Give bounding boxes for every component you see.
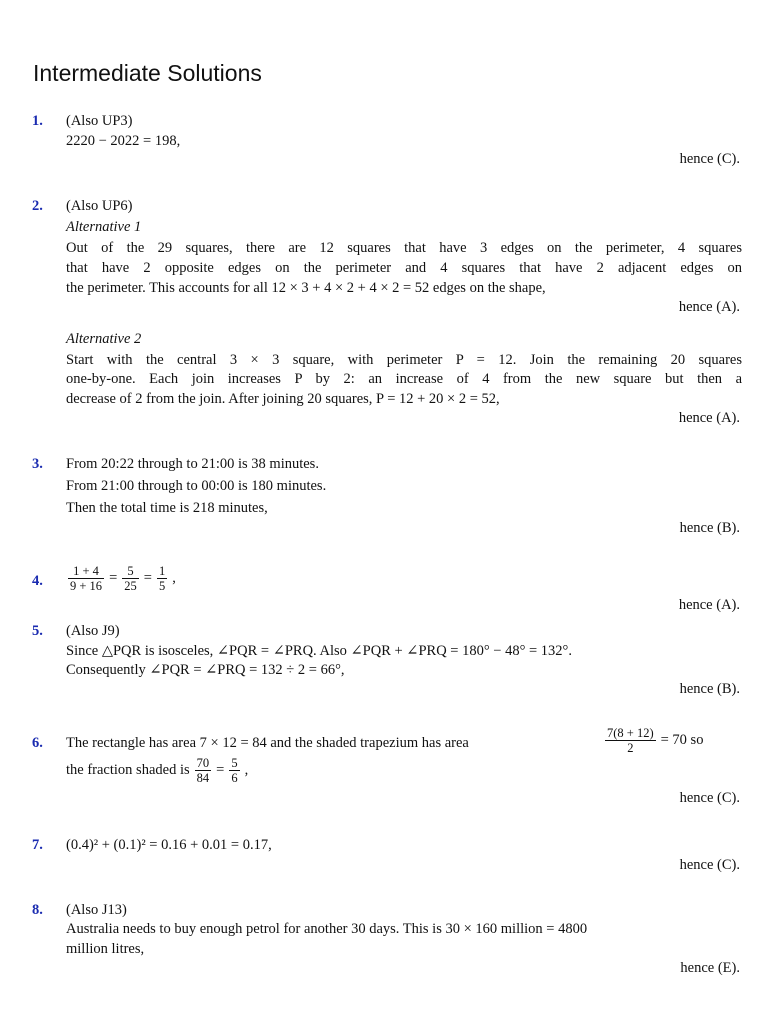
- fraction: [68, 564, 104, 594]
- question-number: 2.: [32, 198, 43, 214]
- solution-line: the perimeter. This accounts for all 12 × 3 + 4 × 2 + 4 × 2 = 52 edges on the shape,: [66, 280, 546, 296]
- comma: ,: [244, 762, 249, 779]
- answer-line: hence (C).: [679, 857, 740, 873]
- equals-sign: =: [143, 570, 152, 587]
- question-number: 3.: [32, 456, 43, 472]
- answer-line: hence (B).: [679, 681, 740, 697]
- numerator: 70: [196, 756, 210, 770]
- question-number: 5.: [32, 623, 43, 639]
- fraction: [229, 756, 239, 786]
- solution-line: Australia needs to buy enough petrol for another 30 days. This is 30 × 160 million = 4800: [66, 921, 588, 937]
- solution-line: that have 2 opposite edges on the perimeter and 4 squares that have 2 adjacent edges on: [66, 260, 742, 276]
- fraction: [195, 756, 212, 786]
- denominator: 84: [196, 771, 210, 786]
- question-number: 8.: [32, 902, 43, 918]
- solution-line: (0.4)² + (0.1)² = 0.16 + 0.01 = 0.17,: [66, 837, 272, 853]
- page-title: Intermediate Solutions: [33, 60, 262, 86]
- question-number: 7.: [32, 837, 43, 853]
- solution-line: million litres,: [66, 941, 145, 957]
- numerator: 1: [158, 564, 166, 578]
- fraction: [157, 564, 167, 594]
- solution-line: 2220 − 2022 = 198,: [66, 133, 181, 149]
- solution-line: The rectangle has area 7 × 12 = 84 and the shaded trapezium has area: [66, 735, 469, 751]
- answer-line: hence (E).: [680, 960, 740, 976]
- answer-line: hence (C).: [679, 790, 740, 806]
- question-note: (Also J13): [66, 902, 127, 918]
- alternative-heading: Alternative 1: [66, 219, 142, 235]
- answer-line: hence (A).: [678, 597, 740, 613]
- question-note: (Also J9): [66, 623, 120, 639]
- solution-line: From 20:22 through to 21:00 is 38 minutes.: [66, 456, 319, 472]
- denominator: 2: [627, 741, 634, 756]
- numerator: 5: [231, 756, 238, 770]
- solution-line: decrease of 2 from the join. After joining 20 squares, P = 12 + 20 × 2 = 52,: [66, 391, 500, 407]
- question-number: 6.: [32, 735, 43, 751]
- solution-line: Since △PQR is isosceles, ∠PQR = ∠PRQ. Also ∠PQR + ∠PRQ = 180° − 48° = 132°.: [66, 643, 572, 659]
- fraction-expression: [66, 756, 251, 786]
- solution-line: Consequently ∠PQR = ∠PRQ = 132 ÷ 2 = 66°,: [66, 662, 345, 678]
- answer-line: hence (A).: [678, 299, 740, 315]
- answer-line: hence (C).: [679, 151, 740, 167]
- denominator: 6: [231, 771, 238, 786]
- solution-line: Then the total time is 218 minutes,: [66, 500, 268, 516]
- solution-line: From 21:00 through to 00:00 is 180 minutes.: [66, 478, 327, 494]
- comma: ,: [172, 570, 176, 587]
- solution-line: Out of the 29 squares, there are 12 squares that have 3 edges on the perimeter, 4 squares: [66, 240, 742, 256]
- solution-text: the fraction shaded is: [66, 762, 190, 779]
- numerator: 5: [122, 564, 139, 579]
- numerator: 7(8 + 12): [607, 726, 654, 740]
- fraction: [122, 564, 139, 594]
- solution-text: = 70 so: [660, 732, 704, 749]
- numerator: 1 + 4: [68, 564, 104, 579]
- denominator: 25: [124, 579, 137, 594]
- equals-sign: =: [216, 762, 225, 779]
- denominator: 9 + 16: [70, 579, 103, 594]
- alternative-heading: Alternative 2: [66, 331, 142, 347]
- fraction: [605, 726, 656, 756]
- question-note: (Also UP3): [66, 113, 133, 129]
- fraction-expression: [66, 564, 179, 594]
- question-note: (Also UP6): [66, 198, 133, 214]
- answer-line: hence (B).: [679, 520, 740, 536]
- answer-line: hence (A).: [678, 410, 740, 426]
- solution-line: one-by-one. Each join increases P by 2: an increase of 4 from the new square but then a: [66, 371, 742, 387]
- question-number: 4.: [32, 573, 43, 589]
- equals-sign: =: [109, 570, 118, 587]
- question-number: 1.: [32, 113, 43, 129]
- solution-line: Start with the central 3 × 3 square, with perimeter P = 12. Join the remaining 20 squares: [66, 352, 742, 368]
- fraction-expression: [603, 726, 706, 756]
- denominator: 5: [158, 579, 166, 594]
